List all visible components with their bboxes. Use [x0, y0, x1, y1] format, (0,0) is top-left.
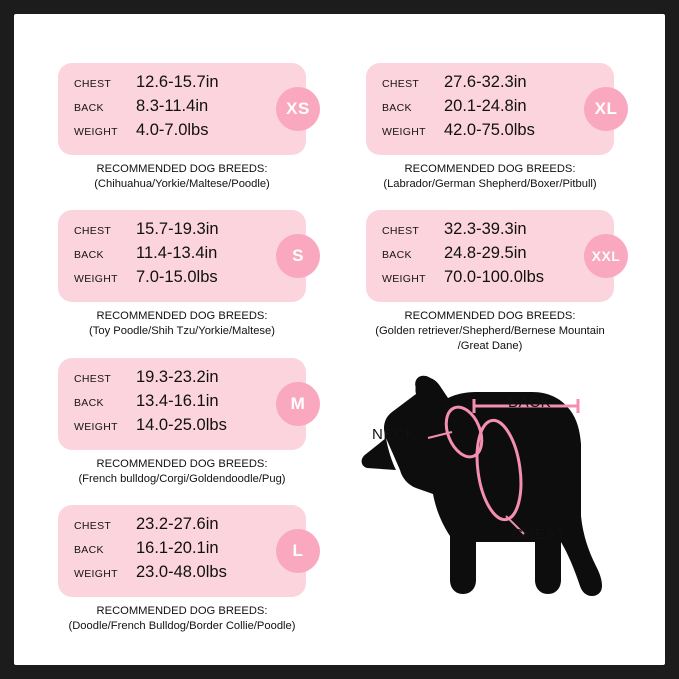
label-neck: NECK	[372, 426, 417, 443]
table-row	[74, 268, 292, 292]
row-value-chest: 19.3-23.2in	[136, 368, 219, 386]
size-block-m	[58, 358, 306, 487]
row-label-back: BACK	[74, 544, 104, 556]
breeds-title: RECOMMENDED DOG BREEDS:	[96, 458, 268, 470]
breeds-title: RECOMMENDED DOG BREEDS:	[404, 310, 576, 322]
row-label-weight: WEIGHT	[74, 273, 118, 285]
row-label-weight: WEIGHT	[74, 568, 118, 580]
size-panel-l	[58, 505, 306, 597]
breeds-xs	[58, 162, 306, 192]
row-value-back: 16.1-20.1in	[136, 539, 219, 557]
table-row	[74, 121, 292, 145]
dog-measurement-diagram	[356, 366, 656, 634]
row-label-chest: CHEST	[74, 78, 112, 90]
size-badge-s: S	[276, 234, 320, 278]
row-label-chest: CHEST	[74, 520, 112, 532]
breeds-xl	[366, 162, 614, 192]
row-value-back: 20.1-24.8in	[444, 97, 527, 115]
table-row	[74, 515, 292, 539]
row-value-weight: 7.0-15.0lbs	[136, 268, 218, 286]
size-panel-xxl	[366, 210, 621, 302]
row-value-weight: 4.0-7.0lbs	[136, 121, 209, 139]
table-row	[74, 416, 292, 440]
size-panel-s	[58, 210, 306, 302]
size-badge-m: M	[276, 382, 320, 426]
row-value-weight: 23.0-48.0lbs	[136, 563, 227, 581]
table-row	[382, 97, 600, 121]
breeds-list-line: (French bulldog/Corgi/Goldendoodle/Pug)	[78, 473, 286, 485]
breeds-title: RECOMMENDED DOG BREEDS:	[96, 163, 268, 175]
breeds-m	[58, 457, 306, 487]
row-label-chest: CHEST	[74, 373, 112, 385]
row-value-chest: 15.7-19.3in	[136, 220, 219, 238]
table-row	[74, 368, 292, 392]
breeds-title: RECOMMENDED DOG BREEDS:	[96, 605, 268, 617]
row-label-weight: WEIGHT	[74, 421, 118, 433]
row-label-back: BACK	[74, 102, 104, 114]
row-value-chest: 32.3-39.3in	[444, 220, 527, 238]
table-row	[382, 73, 600, 97]
row-label-weight: WEIGHT	[74, 126, 118, 138]
size-block-xxl	[366, 210, 621, 354]
size-block-l	[58, 505, 306, 634]
dog-silhouette-icon	[356, 366, 656, 634]
size-block-xs	[58, 63, 310, 192]
row-label-chest: CHEST	[382, 225, 420, 237]
row-label-chest: CHEST	[382, 78, 420, 90]
row-value-back: 11.4-13.4in	[136, 244, 218, 262]
table-row	[74, 220, 292, 244]
breeds-l	[58, 604, 306, 634]
row-value-chest: 23.2-27.6in	[136, 515, 219, 533]
breeds-xxl	[366, 309, 614, 354]
breeds-list-line: (Golden retriever/Shepherd/Bernese Mountain	[375, 325, 605, 337]
breeds-title: RECOMMENDED DOG BREEDS:	[404, 163, 576, 175]
breeds-list-line-2: /Great Dane)	[457, 340, 523, 352]
row-value-back: 8.3-11.4in	[136, 97, 209, 115]
row-value-weight: 42.0-75.0lbs	[444, 121, 535, 139]
table-row	[74, 563, 292, 587]
size-badge-xs: XS	[276, 87, 320, 131]
size-badge-xl: XL	[584, 87, 628, 131]
table-row	[382, 268, 600, 292]
row-label-back: BACK	[382, 249, 412, 261]
table-row	[74, 392, 292, 416]
row-label-back: BACK	[382, 102, 412, 114]
breeds-list-line: (Labrador/German Shepherd/Boxer/Pitbull)	[383, 178, 597, 190]
breeds-list-line: (Toy Poodle/Shih Tzu/Yorkie/Maltese)	[89, 325, 275, 337]
table-row	[382, 121, 600, 145]
row-label-chest: CHEST	[74, 225, 112, 237]
size-panel-m	[58, 358, 306, 450]
size-block-xl	[366, 63, 618, 192]
table-row	[74, 539, 292, 563]
size-block-s	[58, 210, 306, 339]
row-value-back: 13.4-16.1in	[136, 392, 219, 410]
size-panel-xs	[58, 63, 310, 155]
breeds-title: RECOMMENDED DOG BREEDS:	[96, 310, 268, 322]
label-chest: CHEST	[512, 526, 566, 543]
breeds-list-line: (Doodle/French Bulldog/Border Collie/Poodle)	[68, 620, 296, 632]
row-label-weight: WEIGHT	[382, 273, 426, 285]
row-value-weight: 70.0-100.0lbs	[444, 268, 544, 286]
row-label-back: BACK	[74, 249, 104, 261]
row-label-weight: WEIGHT	[382, 126, 426, 138]
table-row	[74, 244, 292, 268]
table-row	[74, 73, 292, 97]
table-row	[382, 220, 600, 244]
row-value-back: 24.8-29.5in	[444, 244, 527, 262]
size-panel-xl	[366, 63, 618, 155]
row-value-chest: 12.6-15.7in	[136, 73, 219, 91]
breeds-list-line: (Chihuahua/Yorkie/Maltese/Poodle)	[94, 178, 270, 190]
table-row	[74, 97, 292, 121]
row-label-back: BACK	[74, 397, 104, 409]
table-row	[382, 244, 600, 268]
size-badge-xxl: XXL	[584, 234, 628, 278]
breeds-s	[58, 309, 306, 339]
row-value-chest: 27.6-32.3in	[444, 73, 527, 91]
size-badge-l: L	[276, 529, 320, 573]
size-chart-card	[14, 14, 665, 665]
label-back: BACK	[508, 394, 552, 411]
row-value-weight: 14.0-25.0lbs	[136, 416, 227, 434]
